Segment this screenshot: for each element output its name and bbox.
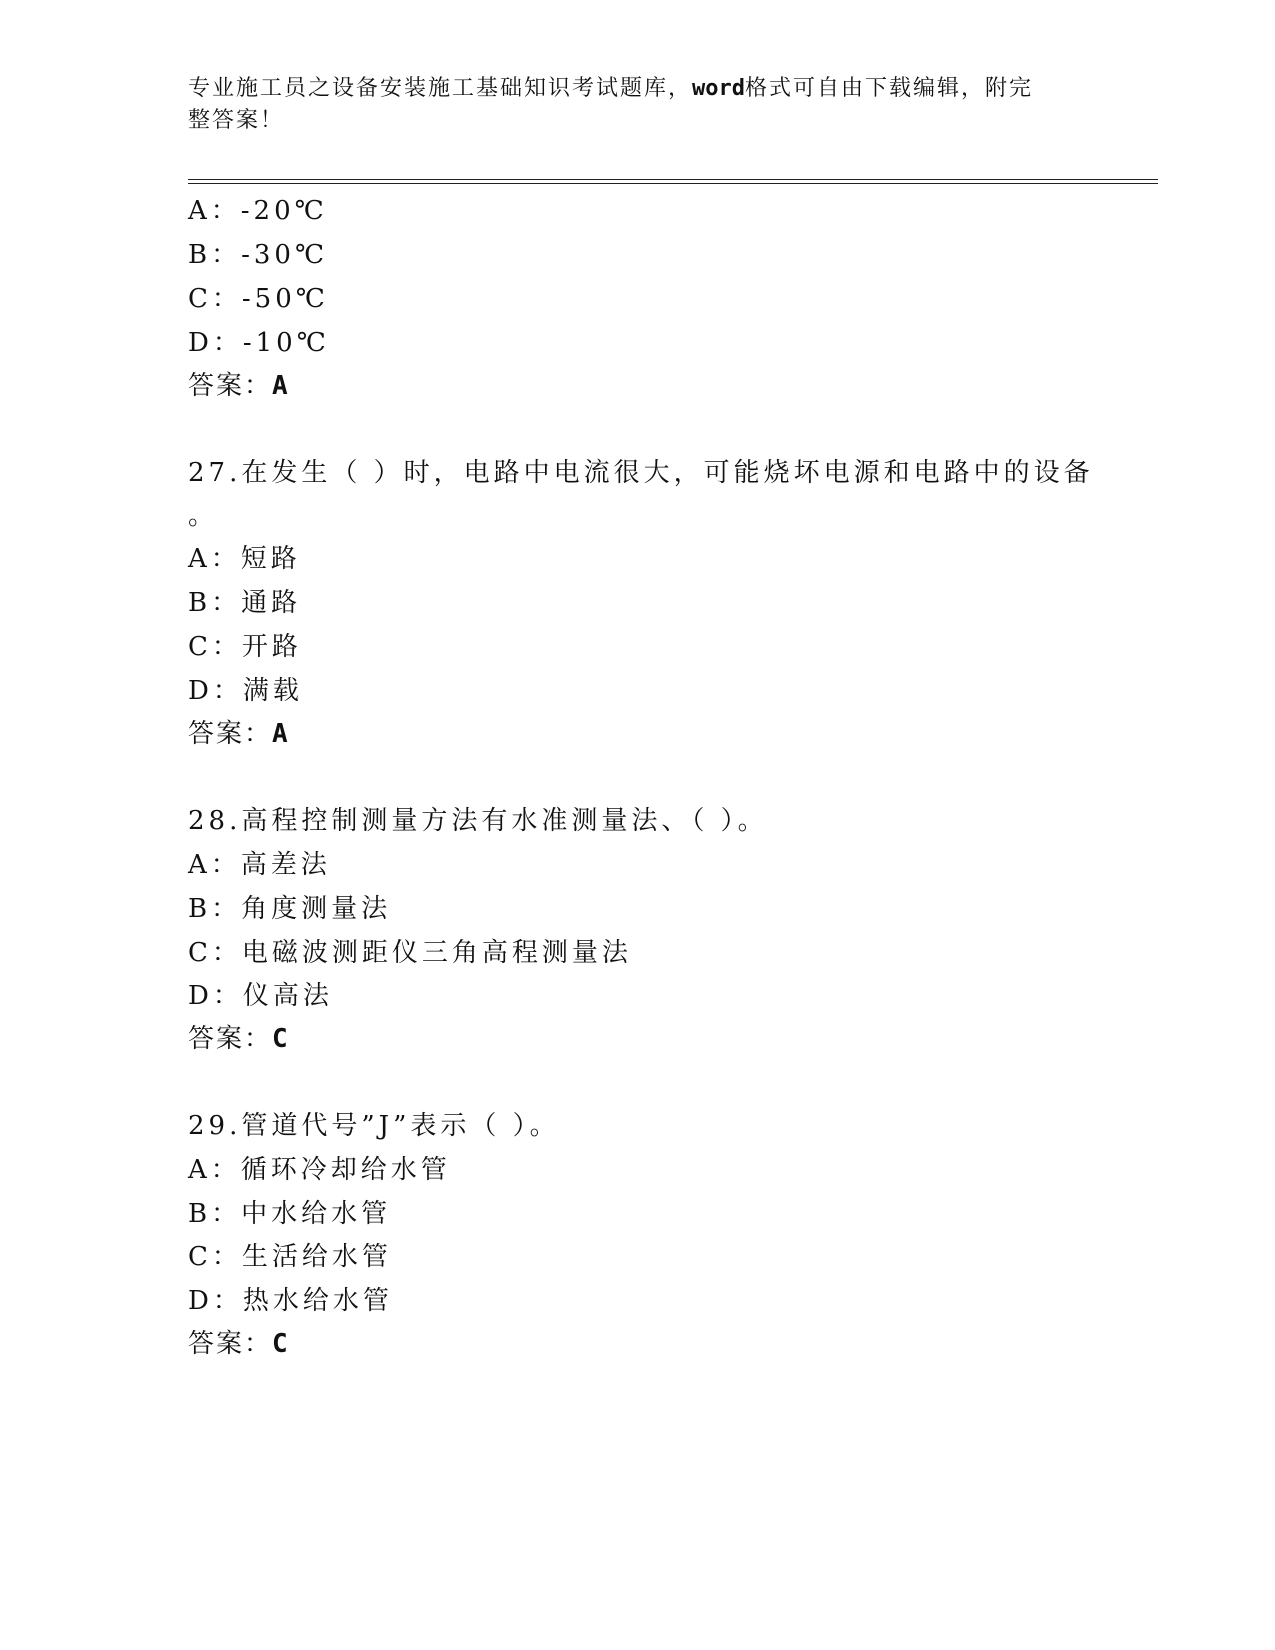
option-c: C：-50℃ — [188, 284, 329, 314]
option-b: B：-30℃ — [188, 240, 329, 270]
answer-line — [188, 718, 290, 750]
option-a: A：循环冷却给水管 — [188, 1155, 451, 1185]
option-d: D：满载 — [188, 676, 303, 706]
answer-line — [188, 370, 290, 402]
option-a: A：短路 — [188, 544, 301, 574]
answer-label: 答案： — [188, 371, 273, 401]
option-b: B：角度测量法 — [188, 894, 392, 924]
header-divider-bottom — [188, 183, 1158, 184]
option-c: C：电磁波测距仪三角高程测量法 — [188, 938, 632, 968]
option-b: B：中水给水管 — [188, 1199, 392, 1229]
answer-value: A — [272, 371, 290, 401]
answer-value: C — [272, 1329, 290, 1359]
option-a: A：高差法 — [188, 850, 331, 880]
option-d: D：-10℃ — [188, 328, 330, 358]
header-divider-top — [188, 179, 1158, 180]
option-b: B：通路 — [188, 588, 302, 618]
document-header — [188, 73, 1068, 137]
header-line-1 — [188, 73, 1068, 105]
answer-label: 答案： — [188, 1024, 273, 1054]
header-text-after: 格式可自由下载编辑，附完 — [745, 76, 1034, 101]
question-27-text-cont: 。 — [188, 501, 219, 531]
header-text-before: 专业施工员之设备安装施工基础知识考试题库， — [188, 76, 693, 101]
answer-label: 答案： — [188, 719, 273, 749]
question-29-text: 29.管道代号”J”表示（ ）。 — [188, 1111, 560, 1141]
option-d: D：热水给水管 — [188, 1286, 393, 1316]
answer-line — [188, 1328, 290, 1360]
header-format-word: word — [692, 76, 745, 101]
answer-label: 答案： — [188, 1329, 273, 1359]
answer-value: C — [272, 1024, 290, 1054]
option-c: C：开路 — [188, 632, 302, 662]
option-d: D：仪高法 — [188, 981, 333, 1011]
answer-line — [188, 1023, 290, 1055]
option-c: C：生活给水管 — [188, 1242, 392, 1272]
answer-value: A — [272, 719, 290, 749]
question-27-text: 27.在发生（ ）时，电路中电流很大，可能烧坏电源和电路中的设备 — [188, 458, 1094, 488]
question-28-text: 28.高程控制测量方法有水准测量法、（ ）。 — [188, 806, 768, 836]
header-line-2: 整答案！ — [188, 108, 285, 133]
option-a: A：-20℃ — [188, 196, 328, 226]
